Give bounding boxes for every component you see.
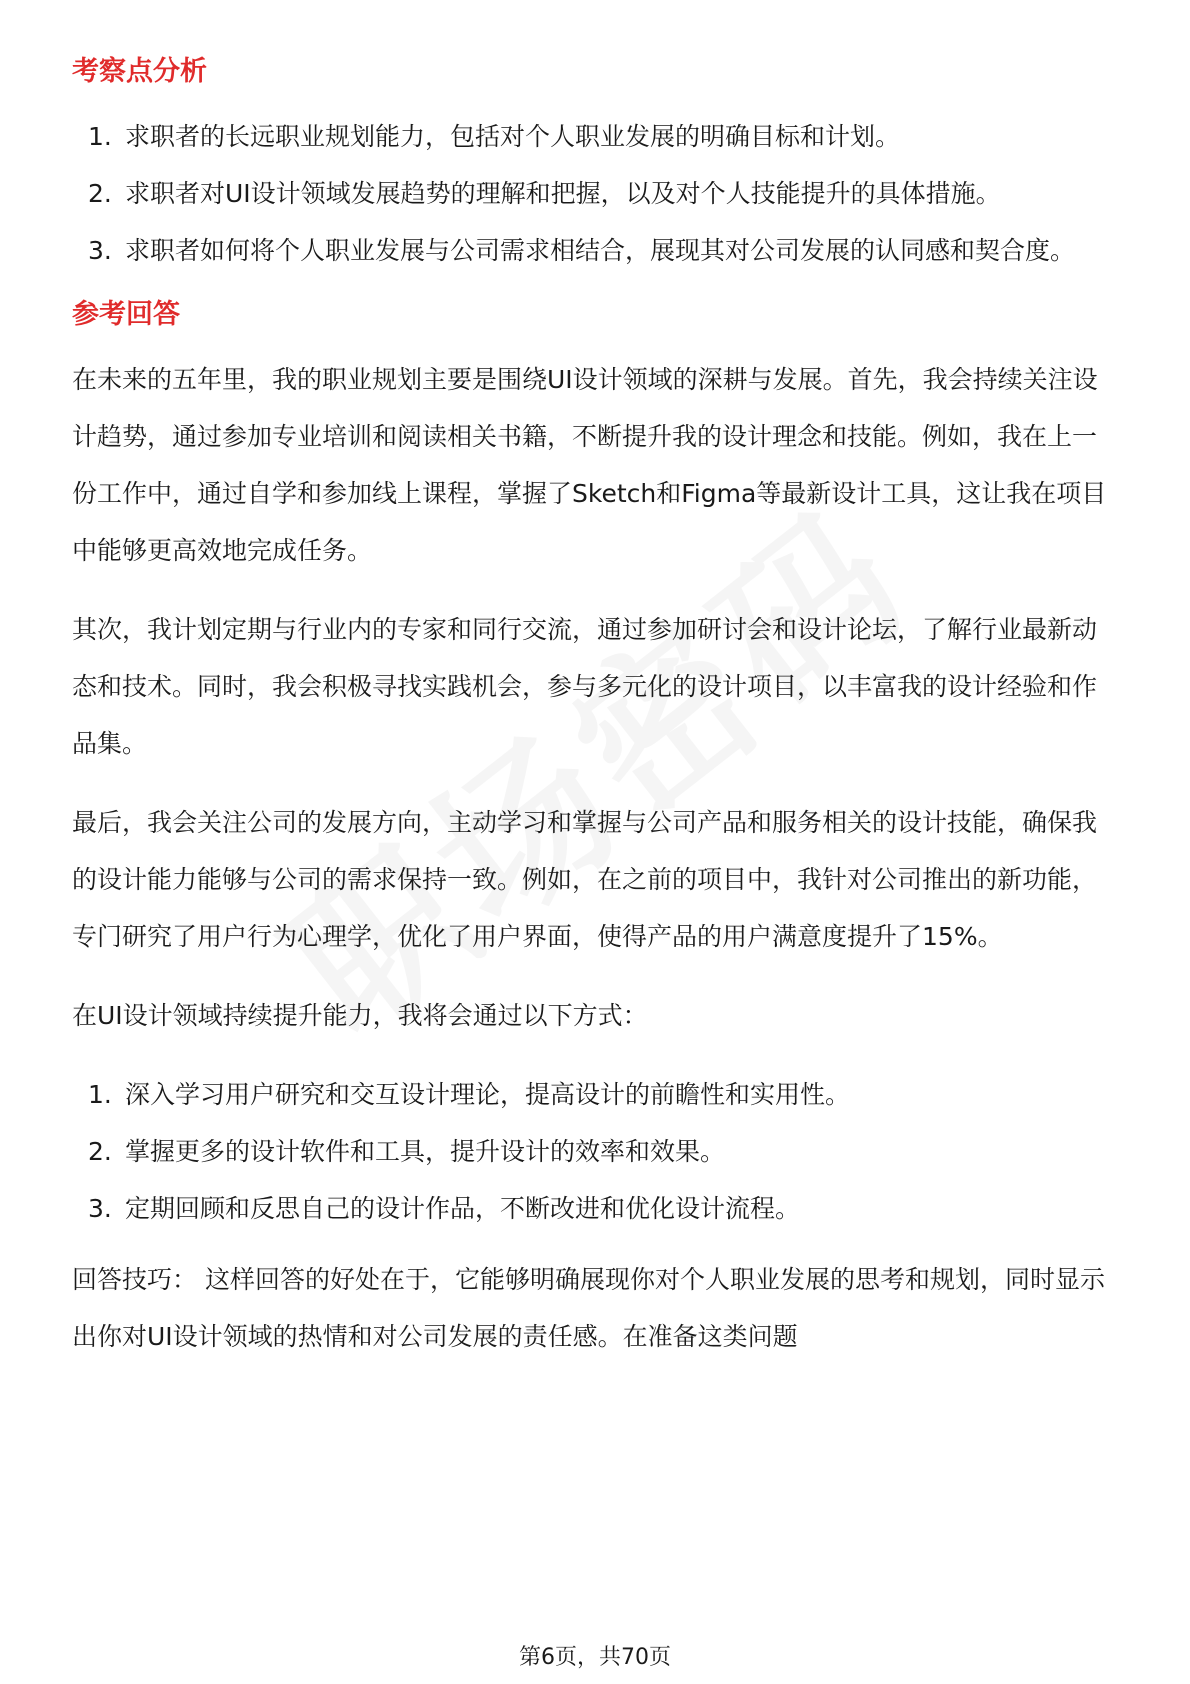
- page-number-footer: 第6页，共70页: [519, 1645, 671, 1670]
- list-item-text: 求职者的长远职业规划能力，包括对个人职业发展的明确目标和计划。: [125, 122, 901, 151]
- answer-paragraph: 最后，我会关注公司的发展方向，主动学习和掌握与公司产品和服务相关的设计技能，确保我的设计能力能够与公司的需求保持一致。例如，在之前的项目中，我针对公司推出的新功能，专门研究了用户行为心理学，优化了用户界面，使得产品的用户满意度提升了15%。: [72, 808, 1098, 951]
- list-item-number: 1.: [88, 122, 112, 151]
- list-item-text: 求职者对UI设计领域发展趋势的理解和把握，以及对个人技能提升的具体措施。: [125, 179, 1001, 208]
- section-heading-analysis: 考察点分析: [72, 56, 207, 87]
- list-item-number: 1.: [88, 1080, 112, 1109]
- answer-paragraph: 在未来的五年里，我的职业规划主要是围绕UI设计领域的深耕与发展。首先，我会持续关注设计趋势，通过参加专业培训和阅读相关书籍，不断提升我的设计理念和技能。例如，我在上一份工作中，通过自学和参加线上课程，掌握了Sketch和Figma等最新设计工具，这让我在项目中能够更高效地完成任务。: [72, 365, 1107, 565]
- list-item-text: 求职者如何将个人职业发展与公司需求相结合，展现其对公司发展的认同感和契合度。: [125, 236, 1076, 265]
- list-item: [72, 1066, 1118, 1123]
- improvement-list: [72, 1066, 1118, 1237]
- list-item: [72, 108, 1118, 165]
- list-item-number: 2.: [88, 1137, 112, 1166]
- answer-paragraph: 在UI设计领域持续提升能力，我将会通过以下方式：: [72, 1001, 648, 1030]
- section-heading-reference-answer: 参考回答: [72, 299, 180, 330]
- list-item-number: 3.: [88, 236, 112, 265]
- list-item-text: 定期回顾和反思自己的设计作品，不断改进和优化设计流程。: [125, 1194, 801, 1223]
- list-item-number: 3.: [88, 1194, 112, 1223]
- list-item-number: 2.: [88, 179, 112, 208]
- list-item: [72, 1180, 1118, 1237]
- list-item: [72, 222, 1118, 279]
- list-item: [72, 1123, 1118, 1180]
- analysis-list: [72, 108, 1118, 279]
- list-item: [72, 165, 1118, 222]
- answer-paragraph: 其次，我计划定期与行业内的专家和同行交流，通过参加研讨会和设计论坛，了解行业最新动态和技术。同时，我会积极寻找实践机会，参与多元化的设计项目，以丰富我的设计经验和作品集。: [72, 615, 1098, 758]
- list-item-text: 深入学习用户研究和交互设计理论，提高设计的前瞻性和实用性。: [125, 1080, 851, 1109]
- answer-tip-paragraph: 回答技巧： 这样回答的好处在于，它能够明确展现你对个人职业发展的思考和规划，同时显示出你对UI设计领域的热情和对公司发展的责任感。在准备这类问题: [72, 1265, 1105, 1351]
- list-item-text: 掌握更多的设计软件和工具，提升设计的效率和效果。: [125, 1137, 726, 1166]
- page-content: [72, 48, 1118, 1387]
